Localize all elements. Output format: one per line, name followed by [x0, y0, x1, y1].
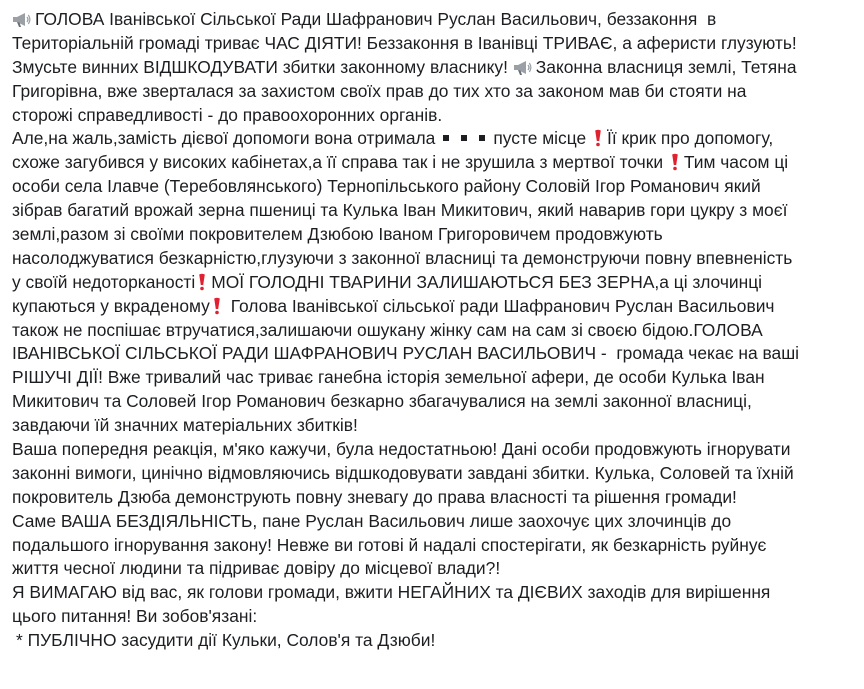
post-text-segment: Микитович та Соловей Ігор Романович безкарно збагачувалися на землі законної власниці, — [12, 391, 752, 412]
post-line — [12, 8, 862, 32]
post-text-segment: сторожі справедливості - до правоохоронних органів. — [12, 104, 443, 125]
post-line — [12, 80, 862, 104]
post-text-segment: Григорівна, вже зверталася за захистом своїх прав до тих хто за законом мав би стояти на — [12, 80, 747, 101]
post-text-segment: законні вимоги, цинічно відмовляючись відшкодовувати завдані збитки. Кулька, Соловей та їхній — [12, 462, 794, 483]
post-line — [12, 390, 862, 414]
post-line — [12, 271, 862, 295]
post-text-segment: зібрав багатий врожай зерна пшениці та Кулька Іван Микитович, який наварив гори цукру з моєї — [12, 200, 788, 221]
post-text-segment: РІШУЧІ ДІЇ! Вже тривалий час триває ганебна історія земельної афери, де особи Кулька Іван — [12, 367, 765, 388]
post-line — [12, 247, 862, 271]
post-line — [12, 366, 862, 390]
post-text-segment: МОЇ ГОЛОДНІ ТВАРИНИ ЗАЛИШАЮТЬСЯ БЕЗ ЗЕРНА,а ці злочинці — [211, 271, 763, 292]
post-text-segment: землі,разом зі своїми покровителем Дзюбою Іваном Григоровичем продовжують — [12, 224, 663, 245]
exclamation-icon — [594, 129, 602, 147]
post-text-segment: також не поспішає втручатися,залишаючи ошукану жінку сам на сам зі своєю бідою.ГОЛОВА — [12, 319, 763, 340]
post-text-segment: Територіальній громаді триває ЧАС ДІЯТИ! Беззаконня в Іванівці ТРИВАЄ, а аферисти глузують! — [12, 32, 797, 53]
post-text-segment: завдаючи їй значних матеріальних збитків! — [12, 415, 358, 436]
post-line — [12, 56, 862, 80]
post-text-segment: * ПУБЛІЧНО засудити дії Кульки, Солов'я та Дзюби! — [16, 630, 436, 651]
post-line — [12, 629, 862, 653]
megaphone-icon — [513, 59, 532, 76]
post-line — [12, 438, 862, 462]
post-line — [12, 319, 862, 343]
black-square-icon — [443, 135, 449, 141]
black-square-icon — [461, 135, 467, 141]
post-text-segment: Тим часом ці — [683, 152, 789, 173]
post-line — [12, 342, 862, 366]
post-text-segment: у своїй недоторканості — [12, 271, 196, 292]
post-text-segment: Я ВИМАГАЮ від вас, як голови громади, вжити НЕГАЙНИХ та ДІЄВИХ заходів для вирішення — [12, 582, 771, 603]
post-text-segment: Змусьте винних ВІДШКОДУВАТИ збитки законному власнику! — [12, 56, 513, 77]
post-text-segment: Законна власниця землі, Тетяна — [535, 56, 797, 77]
post-line — [12, 295, 862, 319]
post-line — [12, 223, 862, 247]
post-line — [12, 104, 862, 128]
post-text-segment: ГОЛОВА Іванівської Сільської Ради Шафранович Руслан Васильович, беззаконня в — [35, 9, 717, 29]
post-text-segment: купаються у вкраденому — [12, 295, 210, 316]
post-text-segment: покровитель Дзюба демонструють повну зневагу до права власності та рішення громади! — [12, 486, 737, 507]
post-line — [12, 581, 862, 605]
post-text-segment: Її крик про допомогу, — [607, 128, 774, 149]
exclamation-icon — [198, 273, 206, 291]
megaphone-icon — [12, 11, 31, 28]
post-text-segment: насолоджуватися безкарністю,глузуючи з законної власниці та демонструючи повну впевненість — [12, 247, 793, 268]
post-text-segment: особи села Ілавче (Теребовлянського) Тернопільського району Соловій Ігор Романович який — [12, 176, 761, 197]
post-line — [12, 151, 862, 175]
black-square-icon — [479, 135, 485, 141]
exclamation-icon — [671, 153, 679, 171]
post-line — [12, 175, 862, 199]
post-text-segment: цього питання! Ви зобов'язані: — [12, 606, 258, 627]
post-text-segment: ІВАНІВСЬКОЇ СІЛЬСЬКОЇ РАДИ ШАФРАНОВИЧ РУСЛАН ВАСИЛЬОВИЧ - громада чекає на ваші — [12, 343, 800, 364]
post-text — [12, 8, 862, 653]
post-line — [12, 32, 862, 56]
post-line — [12, 510, 862, 534]
post-line — [12, 534, 862, 558]
post-text-segment: схоже загубився у високих кабінетах,а її справа так і не зрушила з мертвої точки — [12, 152, 668, 173]
post-text-segment: Саме ВАША БЕЗДІЯЛЬНІСТЬ, пане Руслан Васильович лише заохочує цих злочинців до — [12, 510, 732, 531]
post-line — [12, 486, 862, 510]
post-line — [12, 557, 862, 581]
post-text-segment: пусте місце — [493, 128, 591, 149]
post-text-segment: Голова Іванівської сільської ради Шафранович Руслан Васильович — [225, 295, 775, 316]
post-line — [12, 462, 862, 486]
post-text-segment: Ваша попередня реакція, м'яко кажучи, була недостатньою! Дані особи продовжують ігнорувати — [12, 439, 791, 460]
post-text-segment: Але,на жаль,замість дієвої допомоги вона отримала — [12, 128, 436, 149]
post-text-segment: подальшого ігнорування закону! Невже ви готові й надалі спостерігати, як безкарність руйнує — [12, 534, 767, 555]
post-line — [12, 199, 862, 223]
post-text-segment: життя чесної людини та підриває довіру до місцевої влади?! — [12, 558, 501, 579]
post-line — [12, 414, 862, 438]
exclamation-icon — [213, 297, 221, 315]
post-line — [12, 605, 862, 629]
post-line — [12, 127, 862, 151]
